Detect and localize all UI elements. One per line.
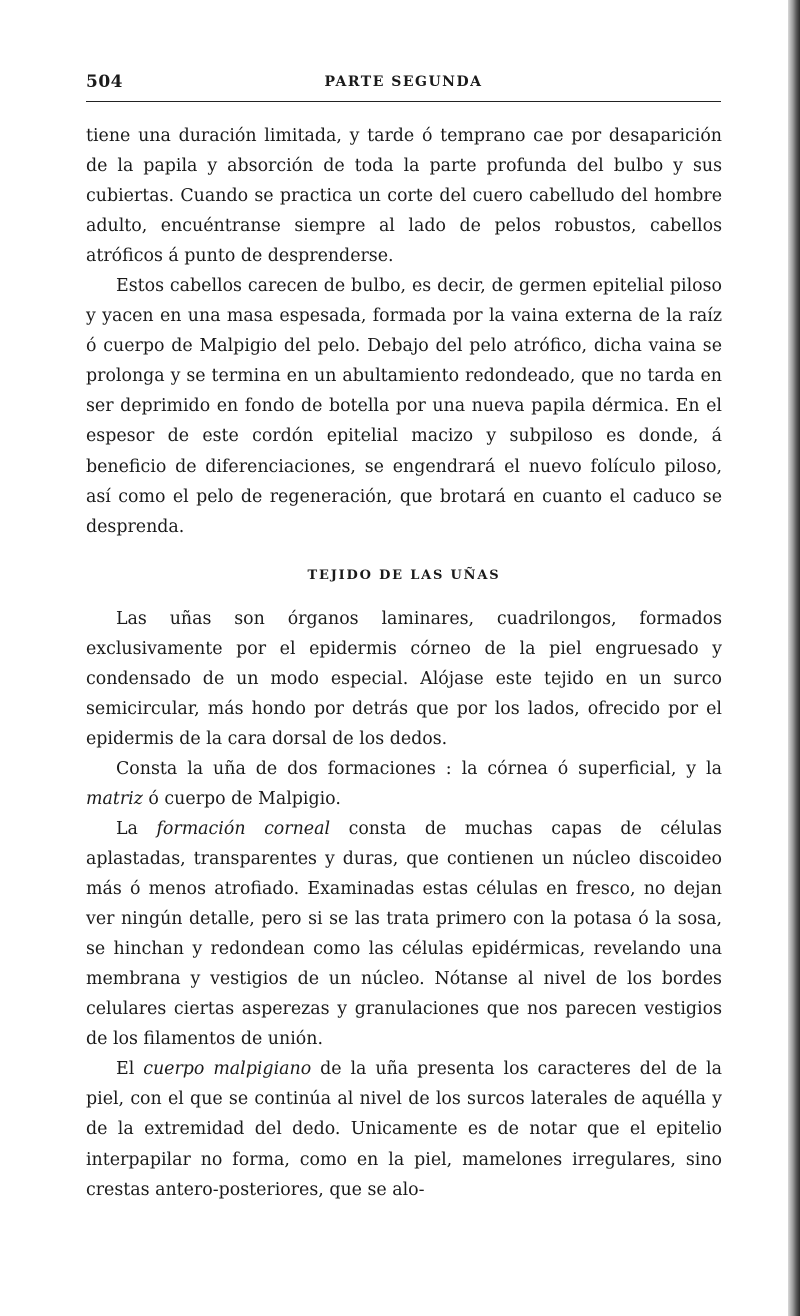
section-heading: TEJIDO DE LAS UÑAS [307, 567, 501, 583]
body-text [86, 121, 722, 1205]
page-number: 504 [86, 72, 123, 92]
paragraph-6-text-a: El [116, 1059, 144, 1080]
paragraph-4-italic: matriz [86, 788, 143, 809]
page-edge-shadow [788, 0, 800, 1316]
header-rule [86, 101, 721, 102]
paragraph-6 [86, 1054, 722, 1204]
paragraph-5 [86, 814, 722, 1054]
running-head: PARTE SEGUNDA [324, 74, 483, 90]
paragraph-4-text-a: Consta la uña de dos formaciones : la córnea ó superficial, y la [116, 758, 722, 779]
paragraph-2: Estos cabellos carecen de bulbo, es decir, de germen epitelial piloso y yacen en una masa espesada, formada por la vaina externa de la raíz ó cuerpo de Malpigio del pelo. Debajo del pelo atrófico, dicha vaina se prolonga y se termina en un abultamiento redondeado, que no tarda en ser deprimido en fondo de botella por una nueva papila dérmica. En el espesor de este cordón epitelial macizo y subpiloso es donde, á beneficio de diferenciaciones, se engendrará el nuevo folículo piloso, así como el pelo de regeneración, que brotará en cuanto el caduco se desprenda. [86, 276, 722, 537]
paragraph-5-text-b: consta de muchas capas de células aplastadas, transparentes y duras, que contienen un núcleo discoideo más ó menos atrofiado. Examinadas estas células en fresco, no dejan ver ningún detalle, pero si se las trata primero con la potasa ó la sosa, se hinchan y redondean como las células epidérmicas, revelando una membrana y vestigios de un núcleo. Nótanse al nivel de los bordes celulares ciertas asperezas y granulaciones que nos parecen vestigios de los filamentos de unión. [86, 818, 722, 1050]
paragraph-5-text-a: La [116, 818, 157, 839]
paragraph-4-text-b: ó cuerpo de Malpigio. [142, 788, 341, 809]
paragraph-6-text-b: de la uña presenta los caracteres del de la piel, con el que se continúa al nivel de los surcos laterales de aquélla y de la extremidad del dedo. Unicamente es de notar que el epitelio interpapilar no forma, como en la piel, mamelones irregulares, sino crestas antero-posteriores, que se alo- [86, 1059, 722, 1200]
page-header [86, 72, 721, 98]
paragraph-1: tiene una duración limitada, y tarde ó temprano cae por desaparición de la papila y absorción de toda la parte profunda del bulbo y sus cubiertas. Cuando se practica un corte del cuero cabelludo del hombre adulto, encuéntranse siempre al lado de pelos robustos, cabellos atróficos á punto de desprenderse. [86, 126, 722, 267]
paragraph-5-italic: formación corneal [156, 818, 331, 839]
paragraph-3: Las uñas son órganos laminares, cuadrilongos, formados exclusivamente por el epidermis córneo de la piel engruesado y condensado de un modo especial. Alójase este tejido en un surco semicircular, más hondo por detrás que por los lados, ofrecido por el epidermis de la cara dorsal de los dedos. [86, 608, 722, 749]
paragraph-4 [86, 754, 722, 814]
paragraph-6-italic: cuerpo malpigiano [143, 1059, 312, 1080]
